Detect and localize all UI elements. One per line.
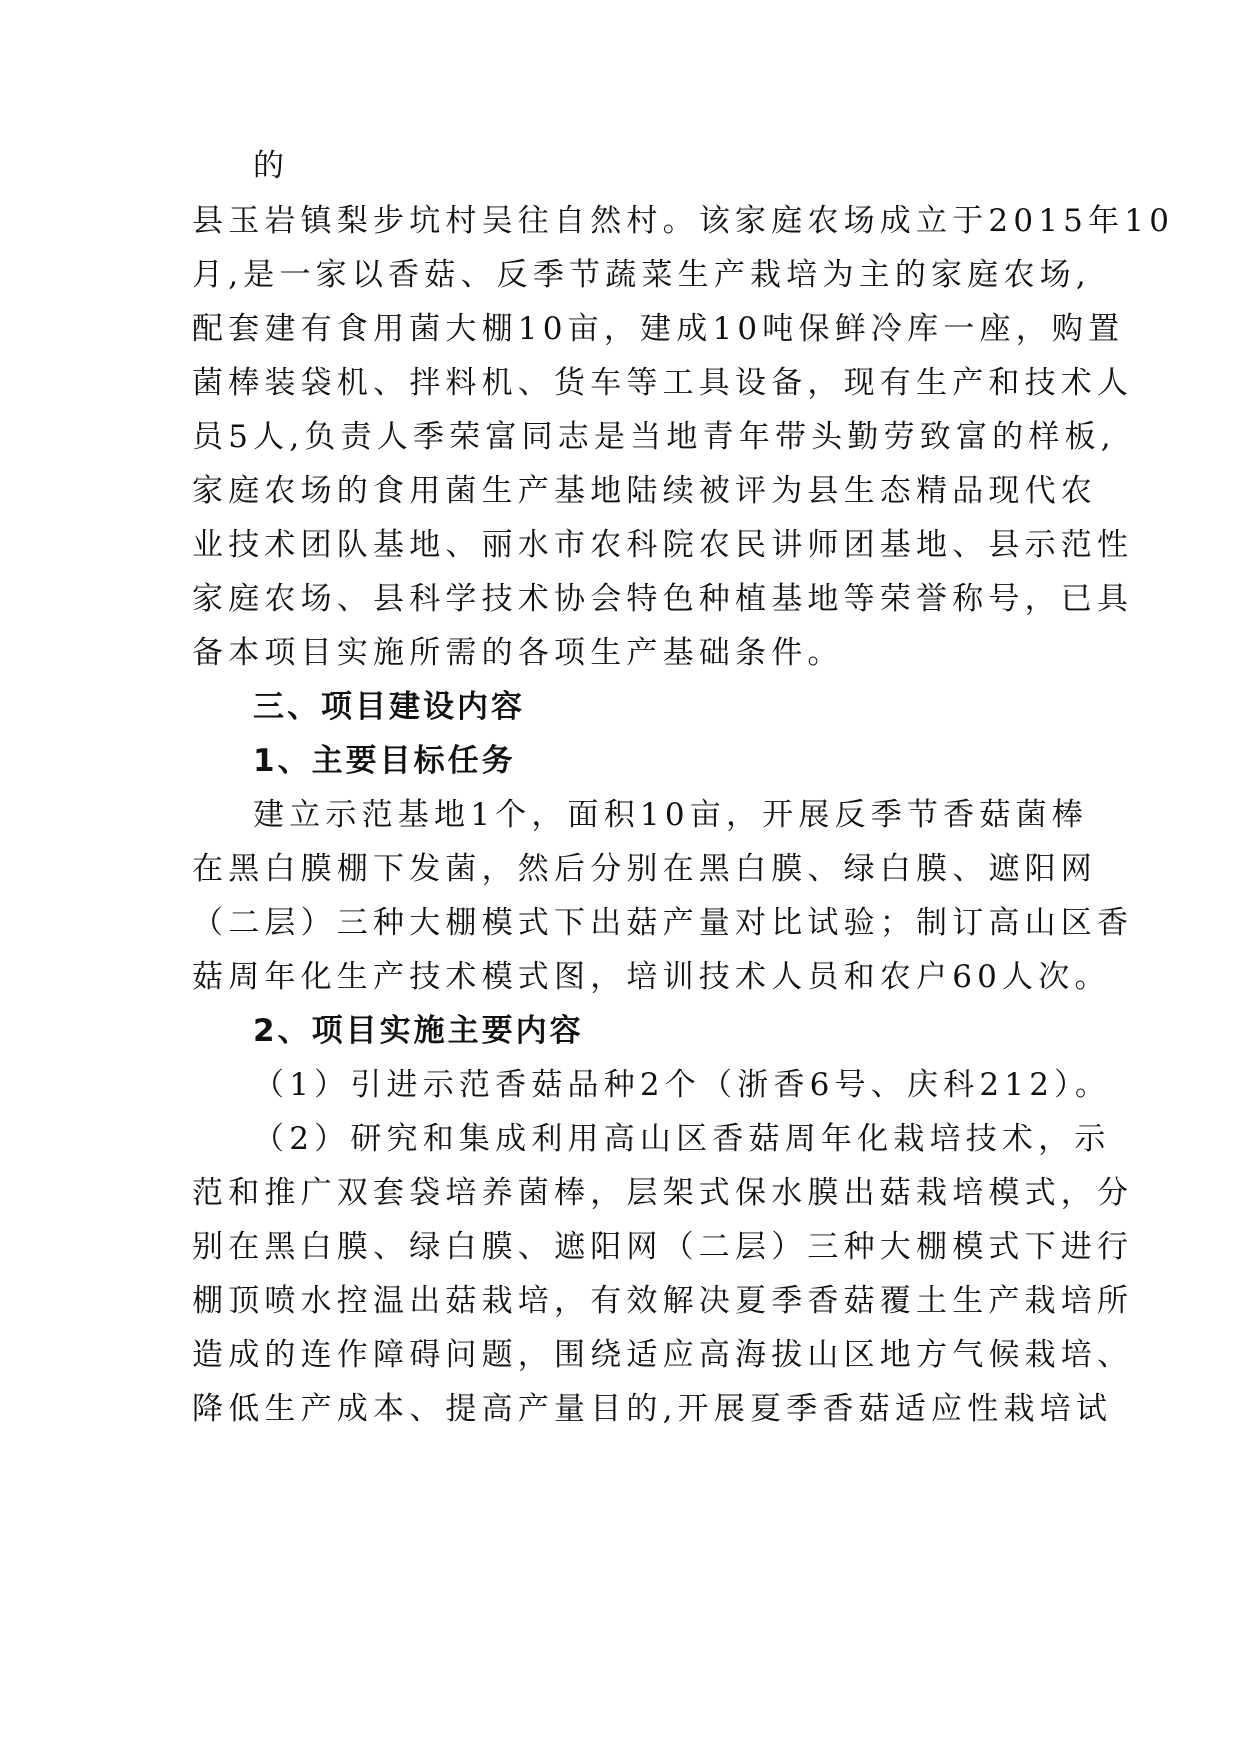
text-line: （2）研究和集成利用高山区香菇周年化栽培技术，示 bbox=[253, 1121, 1111, 1157]
section-heading: 三、项目建设内容 bbox=[253, 689, 525, 725]
text-line: 家庭农场的食用菌生产基地陆续被评为县生态精品现代农 bbox=[192, 473, 1097, 509]
text-line: 县玉岩镇梨步坑村吴往自然村。该家庭农场成立于2015年10 bbox=[192, 203, 1175, 239]
text-line: 别在黑白膜、绿白膜、遮阳网（二层）三种大棚模式下进行 bbox=[192, 1229, 1134, 1265]
subsection-heading: 1、主要目标任务 bbox=[253, 743, 516, 779]
text-line: （二层）三种大棚模式下出菇产量对比试验；制订高山区香 bbox=[192, 905, 1134, 941]
text-line: 的 bbox=[253, 148, 290, 184]
subsection-heading: 2、项目实施主要内容 bbox=[253, 1013, 584, 1049]
text-line: 菌棒装袋机、拌料机、货车等工具设备，现有生产和技术人 bbox=[192, 365, 1134, 401]
text-line: 造成的连作障碍问题，围绕适应高海拔山区地方气候栽培、 bbox=[192, 1337, 1134, 1373]
text-line: 家庭农场、县科学技术协会特色种植基地等荣誉称号，已具 bbox=[192, 581, 1134, 617]
text-line: 菇周年化生产技术模式图，培训技术人员和农户60人次。 bbox=[192, 959, 1111, 995]
text-line: 月,是一家以香菇、反季节蔬菜生产栽培为主的家庭农场, bbox=[192, 257, 1091, 293]
text-line: 建立示范基地1个，面积10亩，开展反季节香菇菌棒 bbox=[253, 797, 1088, 833]
text-line: 降低生产成本、提高产量目的,开展夏季香菇适应性栽培试 bbox=[192, 1391, 1113, 1427]
text-line: 在黑白膜棚下发菌，然后分别在黑白膜、绿白膜、遮阳网 bbox=[192, 851, 1097, 887]
text-line: 棚顶喷水控温出菇栽培，有效解决夏季香菇覆土生产栽培所 bbox=[192, 1283, 1134, 1319]
text-line: 配套建有食用菌大棚10亩，建成10吨保鲜冷库一座，购置 bbox=[192, 311, 1125, 347]
text-line: 范和推广双套袋培养菌棒，层架式保水膜出菇栽培模式，分 bbox=[192, 1175, 1134, 1211]
text-line: （1）引进示范香菇品种2个（浙香6号、庆科212）。 bbox=[253, 1067, 1112, 1103]
text-line: 业技术团队基地、丽水市农科院农民讲师团基地、县示范性 bbox=[192, 527, 1134, 563]
text-line: 备本项目实施所需的各项生产基础条件。 bbox=[192, 635, 844, 671]
text-line: 员5人,负责人季荣富同志是当地青年带头勤劳致富的样板, bbox=[192, 419, 1116, 455]
